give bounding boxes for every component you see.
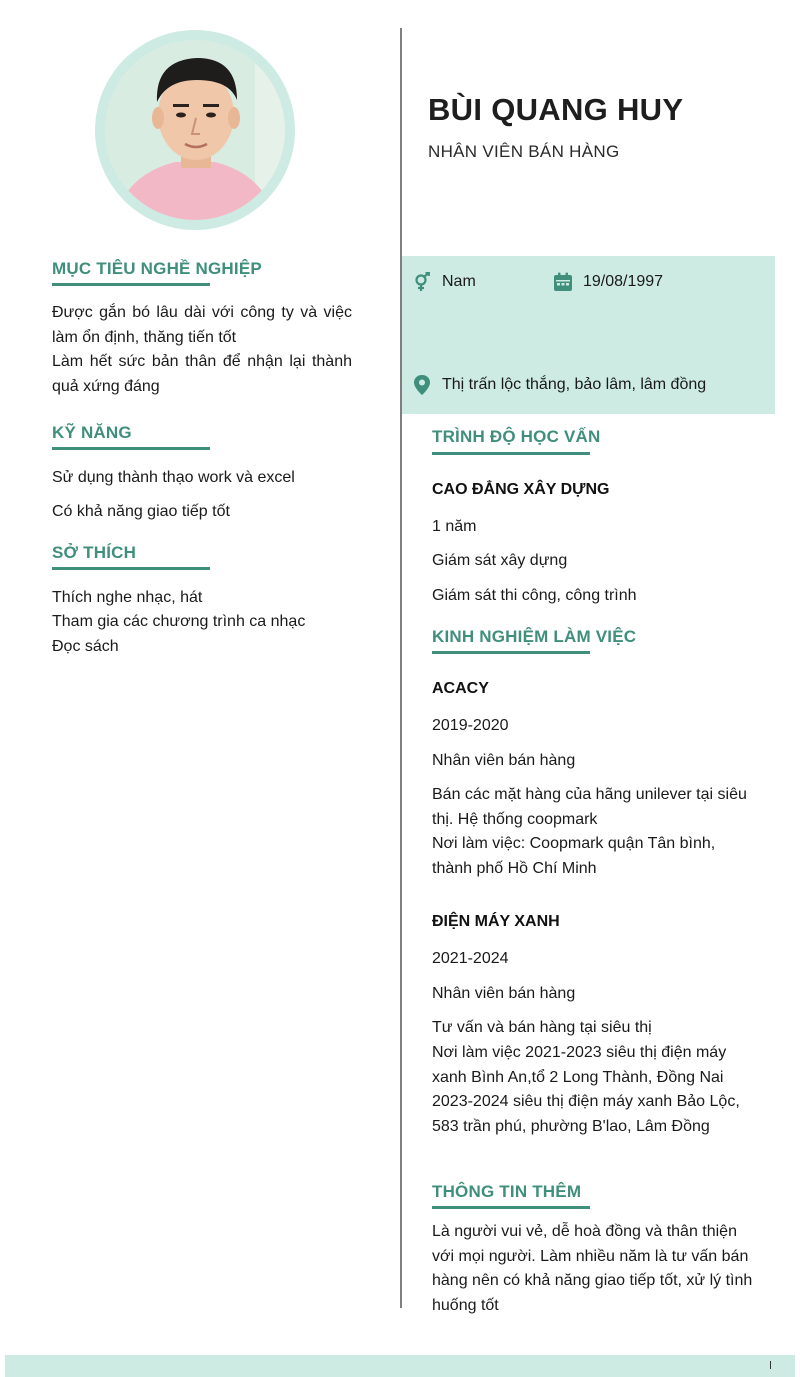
gender-icon [412,272,432,292]
address-value: Thị trấn lộc thắng, bảo lâm, lâm đồng [442,376,707,393]
hobby-item: Thích nghe nhạc, hát [52,589,203,606]
avatar-frame [95,30,295,230]
skills-underline [52,447,210,450]
education-description: Giám sát thi công, công trình [432,587,637,604]
hobby-item: Tham gia các chương trình ca nhạc [52,613,306,630]
skill-item: Có khả năng giao tiếp tốt [52,503,230,520]
job-position: Nhân viên bán hàng [432,985,576,1002]
skills-title: KỸ NĂNG [52,423,132,442]
calendar-icon [553,272,573,292]
portrait-photo [105,40,285,220]
candidate-role: NHÂN VIÊN BÁN HÀNG [428,142,620,161]
address-row [412,374,706,396]
gender-row [412,272,476,292]
objective-line-1: Được gắn bó lâu dài với công ty và việc làm ổn định, thăng tiến tốt [52,304,352,346]
avatar [105,40,285,220]
hobbies-underline [52,567,210,570]
experience-title: KINH NGHIỆM LÀM VIỆC [432,627,637,646]
birthday-row [553,272,663,292]
job-detail: Tư vấn và bán hàng tại siêu thị [432,1019,652,1036]
objective-line-2: Làm hết sức bản thân để nhận lại thành quả xứng đáng [52,353,352,395]
birthday-value: 19/08/1997 [583,273,664,290]
job-company: ACACY [432,680,489,697]
skill-item: Sử dụng thành thạo work và excel [52,469,295,486]
hobby-item: Đọc sách [52,638,119,655]
footer-mark [770,1361,771,1369]
education-title: TRÌNH ĐỘ HỌC VẤN [432,427,601,446]
objective-title: MỤC TIÊU NGHỀ NGHIỆP [52,259,262,278]
extra-underline [432,1206,590,1209]
job-position: Nhân viên bán hàng [432,752,576,769]
job-period: 2019-2020 [432,717,509,734]
education-underline [432,452,590,455]
gender-value: Nam [442,273,476,290]
job-detail: Nơi làm việc: Coopmark quận Tân bình, thành phố Hồ Chí Minh [432,835,716,877]
job-detail: Nơi làm việc 2021-2023 siêu thị điện máy xanh Bình An,tổ 2 Long Thành, Đồng Nai [432,1044,727,1086]
education-school: CAO ĐẲNG XÂY DỰNG [432,481,610,498]
experience-underline [432,651,590,654]
column-divider [400,28,402,1308]
extra-title: THÔNG TIN THÊM [432,1182,582,1201]
education-major: Giám sát xây dựng [432,552,568,569]
job-detail: Bán các mặt hàng của hãng unilever tại siêu thị. Hệ thống coopmark [432,786,747,828]
hobbies-title: SỞ THÍCH [52,543,137,562]
extra-text: Là người vui vẻ, dễ hoà đồng và thân thiện với mọi người. Làm nhiều năm là tư vấn bán hàng nên có khả năng giao tiếp tốt, xử lý tình huống tốt [432,1223,753,1314]
job-period: 2021-2024 [432,950,509,967]
objective-underline [52,283,210,286]
location-pin-icon [412,374,432,396]
candidate-name: BÙI QUANG HUY [428,92,684,127]
job-detail: 2023-2024 siêu thị điện máy xanh Bảo Lộc, 583 trần phú, phường B'lao, Lâm Đồng [432,1093,740,1135]
job-company: ĐIỆN MÁY XANH [432,913,560,930]
education-duration: 1 năm [432,518,477,535]
footer-bar [5,1355,795,1377]
